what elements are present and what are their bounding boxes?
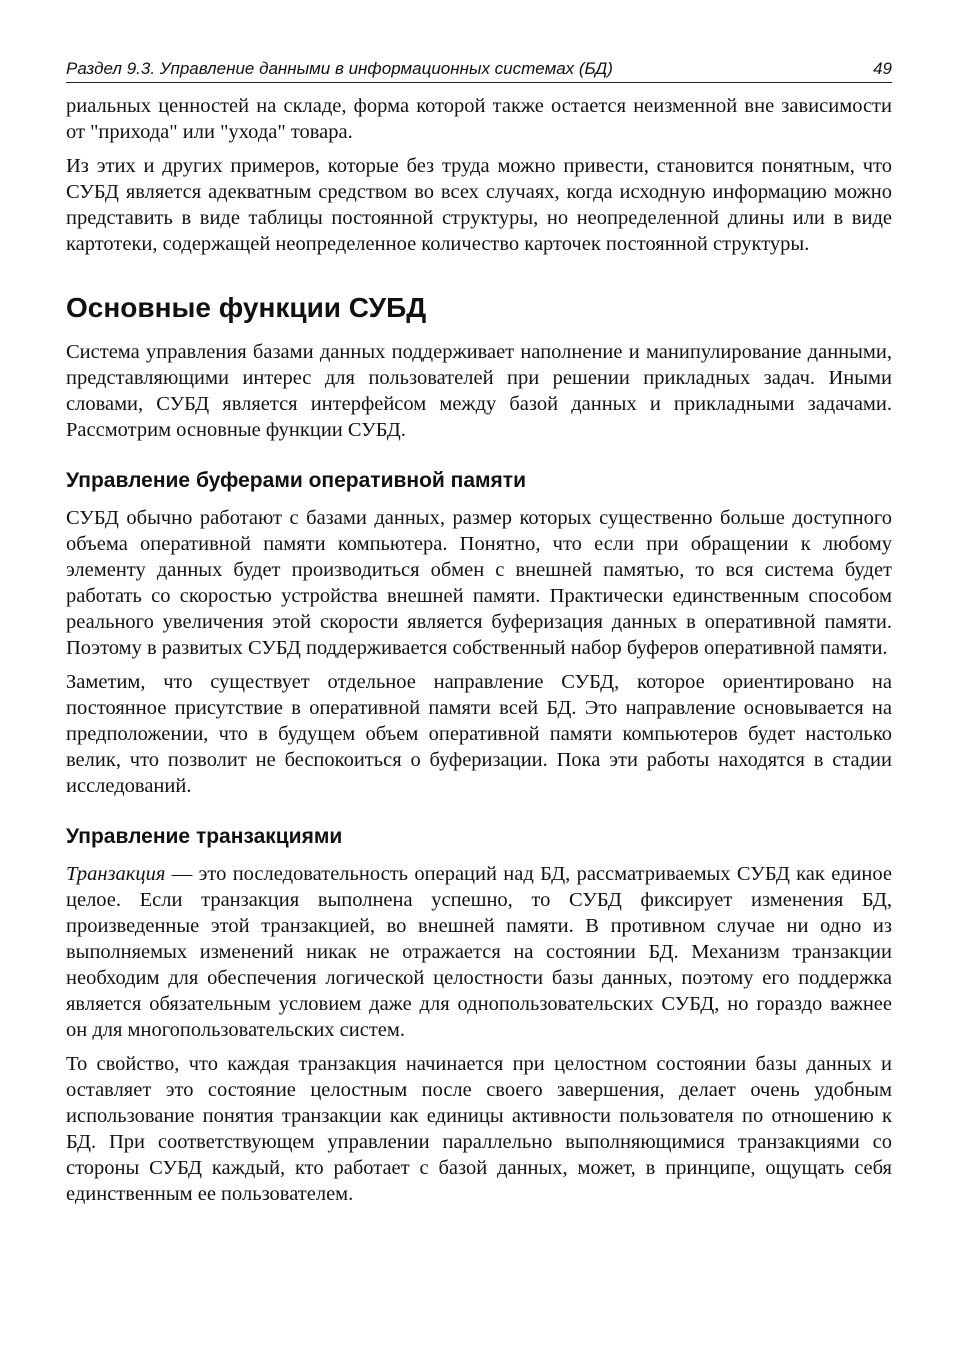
running-header-title: Раздел 9.3. Управление данными в информационных системах (БД) bbox=[66, 59, 613, 78]
paragraph-buffers-2: Заметим, что существует отдельное направление СУБД, которое ориентировано на постоянное присутствие в оперативной памяти всей БД. Это направление основывается на предположении, что в будущем объем оперативной памяти компьютеров будет настолько велик, что позволит не беспокоиться о буферизации. Пока эти работы находятся в стадии исследований. bbox=[66, 671, 892, 797]
page-body bbox=[66, 93, 892, 1207]
transaction-definition: — это последовательность операций над БД, рассматриваемых СУБД как единое целое. Если транзакция выполнена успешно, то СУБД фиксирует изменения БД, произведенные этой транзакцией, во внешней памяти. В противном случае ни одно из выполняемых изменений никак не отражается на состоянии БД. Механизм транзакции необходим для обеспечения логической целостности базы данных, поэтому его поддержка является обязательным условием даже для однопользовательских СУБД, но гораздо важнее он для многопользовательских систем. bbox=[66, 863, 892, 1041]
page-number: 49 bbox=[873, 59, 892, 78]
paragraph-transactions-2: То свойство, что каждая транзакция начинается при целостном состоянии базы данных и оставляет это состояние целостным после своего завершения, делает очень удобным использование понятия транзакции как единицы активности пользователя по отношению к БД. При соответствующем управлении параллельно выполняющимися транзакциями со стороны СУБД каждый, кто работает с базой данных, может, в принципе, ощущать себя единственным ее пользователем. bbox=[66, 1053, 892, 1205]
paragraph-dbms-intro: Система управления базами данных поддерживает наполнение и манипулирование данными, представляющими интерес для пользователей при решении прикладных задач. Иными словами, СУБД является интерфейсом между базой данных и прикладными задачами. Рассмотрим основные функции СУБД. bbox=[66, 341, 892, 441]
section-heading-dbms-functions: Основные функции СУБД bbox=[66, 292, 427, 323]
term-transaction: Транзакция bbox=[66, 863, 166, 885]
subsection-heading-transaction-management: Управление транзакциями bbox=[66, 825, 343, 848]
paragraph-transactions-1 bbox=[66, 861, 892, 1043]
subsection-heading-buffer-management: Управление буферами оперативной памяти bbox=[66, 469, 527, 492]
paragraph-continuation: риальных ценностей на складе, форма которой также остается неизменной вне зависимости от "прихода" или "ухода" товара. bbox=[66, 95, 892, 143]
book-page bbox=[66, 56, 892, 1215]
paragraph-examples-summary: Из этих и других примеров, которые без труда можно привести, становится понятным, что СУБД является адекватным средством во всех случаях, когда исходную информацию можно представить в виде таблицы постоянной структуры, но неопределенной длины или в виде картотеки, содержащей неопределенное количество карточек постоянной структуры. bbox=[66, 155, 892, 255]
paragraph-buffers-1: СУБД обычно работают с базами данных, размер которых существенно больше доступного объема оперативной памяти компьютера. Понятно, что если при обращении к любому элементу данных будет производиться обмен с внешней памятью, то вся система будет работать со скоростью устройства внешней памяти. Практически единственным способом реального увеличения этой скорости является буферизация данных в оперативной памяти. Поэтому в развитых СУБД поддерживается собственный набор буферов оперативной памяти. bbox=[66, 507, 892, 659]
running-header bbox=[66, 56, 892, 83]
